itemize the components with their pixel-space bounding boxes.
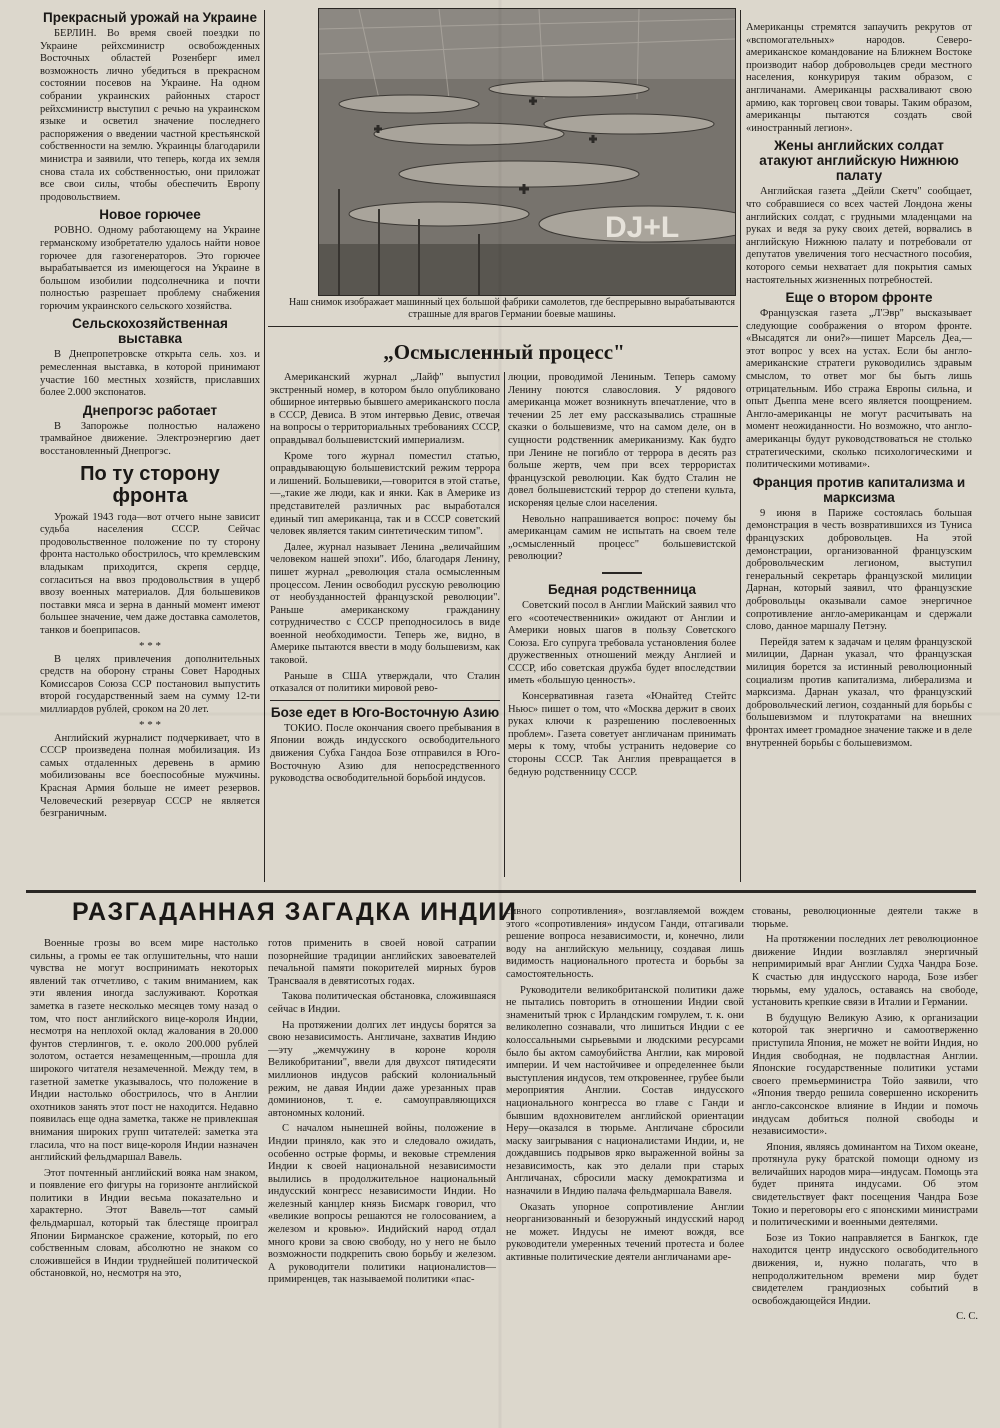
article-text: На протяжении последних лет революционное движение Индии возглавлял энергичный непримиримый враг Англии Судха Чандра Бозе. К счастью для индусского народа, Бозе избег тюрьмы, ему удалось, оставаясь на свободе, установить крепкие связи в Италии и Германии. — [752, 934, 978, 1009]
center-column-1 — [270, 372, 500, 882]
india-column-2 — [268, 938, 496, 1408]
article-text: Урожай 1943 года—вот отчего ныне зависит судьба населения СССР. Сейчас продовольственное положение по ту сторону фронта настолько обострилось, что кремлевским владыкам приходится, скрепя сердце, согласиться на ввоз продовольствия в ущерб ввозу военных материалов. Для большевиков поставки мяса и зерна в данный момент имеют большее значение, чем даже доставка самолетов, танков и боеприпасов. — [40, 511, 260, 636]
article-text: Оказать упорное сопротивление Англии неорганизованный и безоружный индусский народ не может. Индусы не имеют вождя, все руководители умеренных течений протеста и более активные политические деятели англичанами аре- — [506, 1201, 744, 1264]
article-text: На протяжении долгих лет индусы борятся за свою независимость. Англичане, захватив Индию—эту „жемчужину в короне короля Великобритании", ввели для двухсот пятидесяти миллионов индусов рабский колониальный режим, не давая Индии даже урезанных прав доминионов, т. е. самоуправляющихся автономных колоний. — [268, 1019, 496, 1119]
article-text: Невольно напрашивается вопрос: почему бы американцам самим не испытать на своем теле „осмысленный процесс" большевистской революции? — [508, 513, 736, 563]
section-rule — [26, 890, 976, 893]
article-title: Франция против капитализма и марксизма — [752, 474, 966, 505]
article-text: готов применить в своей новой сатрапии позорнейшие традиции английских завоевателей печальной памяти покорителей мирных буров Трансвааля в девятисотых годах. — [268, 938, 496, 987]
author-signature: С. С. — [956, 1311, 978, 1323]
factory-photo — [318, 8, 736, 296]
india-column-4 — [752, 906, 978, 1408]
article-text: ТОКИО. После окончания своего пребывания в Японии вождь индусского освободительного движения Субха Гандоа Бозе отправился в Юго-Восточную Азию для непосредственного руководства освободительной борьбой индусов. — [270, 722, 500, 785]
article-title: Жены английских солдат атакуют английскую Нижнюю палату — [759, 138, 959, 184]
india-column-3 — [506, 906, 744, 1408]
article-text: Американцы стремятся запаучить рекрутов от «вспомогательных» народов. Северо-американское командование на Ближнем Востоке производит набор добровольцев среди местного населения, конкурируя таким образом, с англичанами. Американцы расхваливают свою армию, как торговец свои товары. Таким образом, американцы пытаются создать свой «иностранный легион». — [746, 22, 972, 134]
column-rule — [264, 10, 265, 882]
left-column — [40, 10, 260, 886]
article-text: С началом нынешней войны, положение в Индии приняло, как это и следовало ожидать, особенно острые формы, и вековые стремления Индии к своей национальной независимости вылились в продолжительное национальный индусский конгресс независимости Индии. Но железный канцлер князь Бисмарк говорил, что «великие вопросы решаются не голосованием, а железом и кровью». Индийский народ отдал много крови за свою свободу, но у него не было возможности подкрепить свою борьбу и железом. А руководители политики националистов—примиренцев, так называемой политики «пас- — [268, 1123, 496, 1286]
article-text: РОВНО. Одному работающему на Украине германскому изобретателю удалось найти новое горючее для газогенераторов. Это горючее вырабатывается из имеющегося на Украине в большом изобилии подсолнечника и почти полностью разрешает проблему снабжения горючим украинского сельского хозяйства. — [40, 225, 260, 312]
article-text: стованы, революционные деятели также в тюрьме. — [752, 906, 978, 930]
column-rule — [740, 10, 741, 882]
article-text: В Запорожье полностью налажено трамвайное движение. Электроэнергию дает восстановленный Днепрогэс. — [40, 420, 260, 458]
article-text: В Днепропетровске открыта сель. хоз. и ремесленная выставка, в которой принимают участие 160 местных хозяйств, приславших более 2.000 экспонатов. — [40, 349, 260, 399]
article-text: БЕРЛИН. Во время своей поездки по Украине рейхсминистр освобожденных Восточных областей Розенберг имел возможность лично убедиться в прекрасном состоянии посевов на Украине. На одном собрании украинских районных старост рейхсминистр выступил с речью на украинском языке и осветил значение последнего распоряжения о введении частной крестьянской собственности на землю. Украинцы благодарили министра и заявили, что теперь, когда их земля снова стала их собственностью, они приложат все свои силы, чтобы обеспечить Европу продовольствием. — [40, 28, 260, 203]
aircraft-factory-image — [319, 9, 735, 295]
article-title: Бедная родственница — [547, 581, 697, 597]
article-text: Американский журнал „Лайф" выпустил экстренный номер, в котором было опубликовано обширное интервью бывшего американского посла в СССР, Девиса. В этом интервью Девис, отвечая на вопросы о территориальных требованиях СССР, оправдывал большевистский империализм. — [270, 372, 500, 446]
article-text: Французская газета „Л'Эвр" высказывает следующие соображения о втором фронте. «Высадятся ли они?»—пишет Марсель Деа,—этот вопрос у всех на устах. Если бы англо-американские стратеги руководились здравым смыслом, то ответ мог бы быть лишь отрицательным. Ибо стража Европы сильна, и опыт Дьеппа мене всего является поощрением. Англо-американцы не могут расчитывать на момент неожиданности. Но возможно, что англо-американцы будут руководствоваться не столько стратегическими, сколько психологическими и политическими мотивами». — [746, 308, 972, 471]
article-text: В целях привлечения дополнительных средств на оборону страны Совет Народных Комиссаров Союза ССР постановил выпустить второй государственный заем на сумму 12-ти миллиардов рублей, сроком на 20 лет. — [40, 653, 260, 715]
article-text: 9 июня в Париже состоялась большая демонстрация в честь возвратившихся из Туниса французских добровольцев. На этой демонстрации, организованной французским добровольческим легионом, выступил генеральный секретарь французской милиции Дарнан, который заявил, что французские добровольцы оказывали самое энергичное сопротивление англо-американцам и сдержали слово, данное маршалу Петэну. — [746, 507, 972, 633]
article-title: Новое горючее — [99, 207, 201, 223]
article-text: Далее, журнал называет Ленина „величайшим человеком нашей эпохи". Ибо, благодаря Ленину, пишет журнал „революция стала осмысленным процессом. Ленин освободил русскую революцию от необузданностей французской революции". Раньше американскому гражданину сотрудничество с СССР преподносилось в виде военной необходимости. Теперь же, видно, в Америке пытаются ввести в моду большевизм, как таковой. — [270, 541, 500, 667]
article-text: Раньше в США утверждали, что Сталин отказался от политики мировой рево- — [270, 670, 500, 695]
article-text: Военные грозы во всем мире настолько сильны, а громы ее так оглушительны, что наши чувства не могут воспринимать некоторых явлений так отчетливо, с таким вниманием, как эти явления иногда заслуживают. Короткая заметка в газете несколько месяцев тому назад о том, что пост английского вице-короля Индии, несмотря на неплохой оклад жалования в 20.000 фунтов стерлингов, т. е. около 200.000 рублей золотом, остается незамещенным,—прошла для широкого читателя незамеченной. Между тем, в газетной заметке указывалось, что положение в Индии настолько обострилось, что в Англии охотников занять этот пост не находится. Недавно появилась еще одна заметка, также не привлекшая внимания широких групп читателей: заметка эта гласила, что на пост вице-короля Индии назначен английский фельдмаршал Вавель. — [30, 938, 258, 1164]
article-text: Английский журналист подчеркивает, что в СССР произведена полная мобилизация. Из самых отдаленных деревень в армию мобилизованы все боеспособные мужчины. Красная Армия больше не имеет резервов. Человеческий резервуар СССР не является безграничным. — [40, 732, 260, 820]
article-text: Такова политическая обстановка, сложившаяся сейчас в Индии. — [268, 991, 496, 1015]
separator-stars: * * * — [139, 718, 161, 731]
india-column-1 — [30, 938, 258, 1408]
photo-caption: Наш снимок изображает машинный цех большой фабрики самолетов, где беспрерывно вырабатываются страшные для врагов Германии боевые машины. — [289, 297, 735, 320]
article-text: Английская газета „Дейли Скетч" сообщает, что собравшиеся со всех частей Лондона жены английских солдат, с грудными младенцами на руках и ведя за руку своих детей, ворвались в английскую Нижнюю палату и потребовали от депутатов увеличения того несчастного пособия, которого семьи нехватает для покрытия самых настоятельных жизненных потребностей. — [746, 186, 972, 286]
article-title: Днепрогэс работает — [82, 402, 218, 418]
right-column — [746, 22, 972, 886]
article-text: Этот почтенный английский вояка нам знаком, и появление его фигуры на горизонте английской политики в Индии весьма показательно и характерно. Этот Вавель—тот самый фельдмаршал, который так блестяще проиграл Японии Бирманское сражение, который, по его собственным словам, абсолютно не знаком со сложившейся в Индии труднейшей политической обстановкой, но, несмотря на это, — [30, 1167, 258, 1280]
aircraft-marking: DJ+L — [605, 211, 680, 244]
main-headline: „Осмысленный процесс" — [383, 340, 625, 364]
article-title: По ту сторону фронта — [80, 462, 220, 507]
article-title: Сельскохозяйственная выставка — [72, 316, 228, 347]
article-text: сивного сопротивления», возглавляемой вождем этого «сопротивления» индусом Ганди, отгагивали решение вопроса независимости, и, конечно, лили воду на английскую мельницу, создавая лишь видимость национального протеста и борьбы за самостоятельность. — [506, 906, 744, 980]
short-divider — [602, 572, 642, 574]
article-text: Бозе из Токио направляется в Бангкок, где находится центр индусского освободительного движения, и, нужно полагать, что в непродолжительном времени мир будет свидетелем грандиозных событий в освобождающейся Индии. — [752, 1232, 978, 1307]
article-text: Руководители великобританской политики даже не пытались повторить в отношении Индии свой знаменитый трюк с Ирландским гомрулем, т. к. они великолепно сознавали, что лишиться Индии с ее колоссальными сырьевыми и людскими ресурсами было бы актом самоубийства Англии, как мировой империи. И чем настойчивее и определеннее были выступления индусов, тем откровеннее, грубее были мероприятия Англии. Состав индусского национального конгресса во главе с Ганди и бывшим вдохновителем английской ориентации Неру—оказался в тюрьме. Англичане сбросили маску заигрывания с националистами Индии, и, не дождавшись подрывов ярко выраженной войны за независимость, как это делали при старых Англичанах, сбросили маску демократизма и назначили в Индию палача фельдмаршала Вавеля. — [506, 984, 744, 1198]
article-title: Еще о втором фронте — [785, 290, 933, 306]
article-text: люции, проводимой Лениным. Теперь самому Ленину поются славословия. У рядового американца может возникнуть впечатление, что в течении 25 лет ему рассказывались страшные сказки о большевизме, что на самом деле, он в сущности родственник американизму. Как будто при Ленине не погибло от террора в десять раз больше жертв, чем при всех террористах французской революции. Как будто Сталин не довел большевистский террор до степени культа, искореняя целые слои населения. — [508, 372, 736, 509]
column-rule — [504, 372, 505, 877]
center-column-2 — [508, 372, 736, 882]
separator-stars: * * * — [139, 639, 161, 652]
article-text: В будущую Великую Азию, к организации которой так энергично и самоотверженно приступила Япония, не может не войти Индия, но Индия свободная, не подвластная Англии. Японские государственные политики устами своего премьерминистра Тойо заявили, что «Япония твердо решила совершенно искоренить англо-саксонское влияние в Индии и помочь индусам добиться полной свободы и независимости». — [752, 1012, 978, 1138]
horizontal-rule — [270, 700, 500, 701]
horizontal-rule — [268, 326, 738, 327]
article-text: Перейдя затем к задачам и целям французской милиции, Дарнан указал, что французская милиция борется за истинный революционный социализм против капитализма, либерализма и марксизма. Дарнан указал, что французский добровольческий легион, созданный для борьбы с большевизмом и плутократами на внешних фронтах имеет громадное значение также и в деле внутренней борьбы с большевизмом. — [746, 636, 972, 749]
article-title: Прекрасный урожай на Украине — [43, 10, 257, 25]
article-text: Советский посол в Англии Майский заявил что его «соотечественники» ожидают от Англии и Америки новых шагов в пользу Советского Союза. Его супруга требовала установления более дружественных отношений между Англией и СССР, ибо советская дружба будет впоследствии иметь «большую ценность». — [508, 599, 736, 687]
india-banner-headline: РАЗГАДАННАЯ ЗАГАДКА ИНДИИ — [72, 898, 518, 926]
article-title: Бозе едет в Юго-Восточную Азию — [270, 704, 500, 720]
article-text: Япония, являясь доминантом на Тихом океане, протянула руку братской помощи одному из величайших народов мира—индусам. Помощь эта будет принята индусами. Об этом свидетельствует факт посещения Чандра Бозе Токио и переговоры его с японскими министрами и политическими и военными деятелями. — [752, 1141, 978, 1229]
article-text: Кроме того журнал поместил статью, оправдывающую большевистский режим террора и лишений. Большевики,—говорится в этой статье,—„такие же люди, как и янки. Как в Америке из представителей различных рас выработался единый тип американца, так и в СССР советский человек является таким синтетическим типом". — [270, 450, 500, 538]
article-text: Консервативная газета «Юнайтед Стейтс Ньюс» пишет о том, что «Москва держит в своих руках ключи к разрешению послевоенных проблем». Газета советует англичанам принимать меры к тому, чтобы устранить недоверие со стороны СССР. Так Англия превращается в бедную родственницу СССР. — [508, 691, 736, 778]
